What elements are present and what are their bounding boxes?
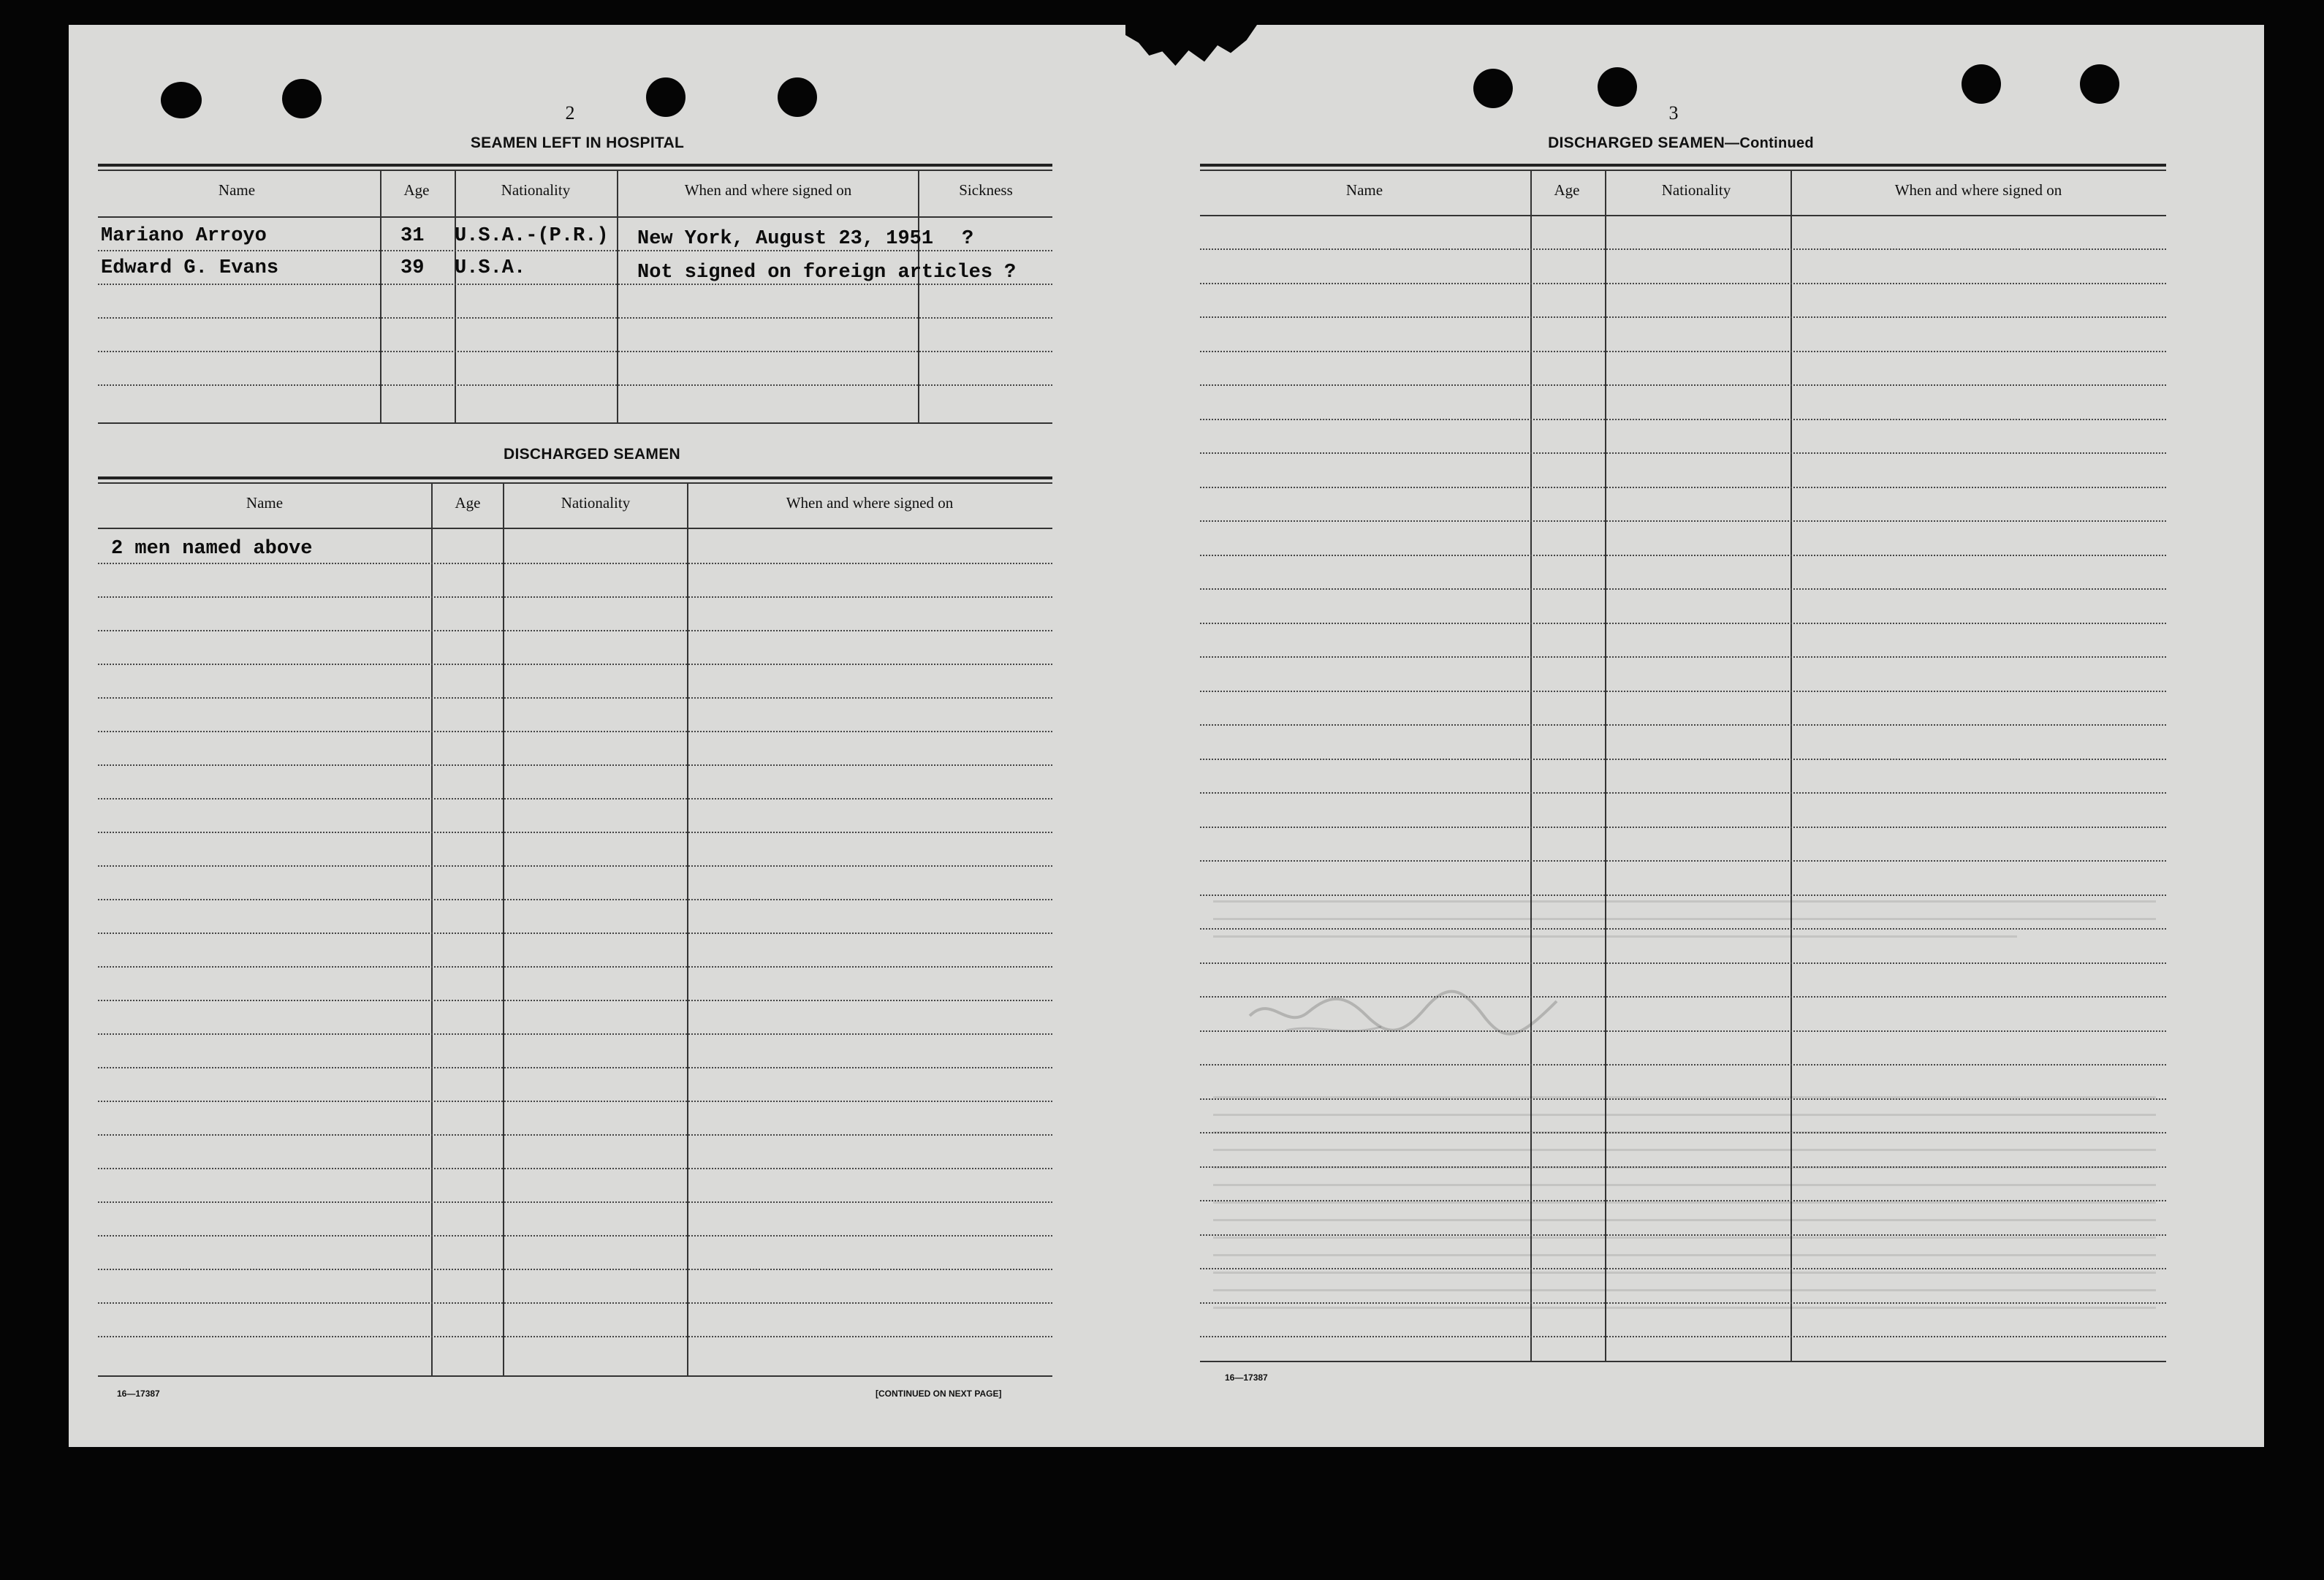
punch-hole xyxy=(2080,64,2119,104)
ruled-line xyxy=(98,596,1052,598)
discharged-top-rule xyxy=(98,476,1052,479)
hospital-header-sickness: Sickness xyxy=(959,181,1013,199)
ruled-line xyxy=(98,1336,1052,1337)
discharged-header-age: Age xyxy=(455,494,481,512)
ruled-line xyxy=(1200,555,2166,556)
hospital-row-line xyxy=(98,384,1052,386)
right-header-name: Name xyxy=(1345,181,1383,199)
ruled-line xyxy=(98,1269,1052,1270)
discharged-col-divider xyxy=(687,482,688,1375)
hospital-row-line xyxy=(98,250,1052,251)
hospital-header-rule xyxy=(98,216,1052,218)
ruled-line xyxy=(98,1302,1052,1304)
hospital-row-1-signed: New York, August 23, 1951 xyxy=(637,228,934,250)
ruled-line xyxy=(1200,1302,2166,1304)
discharged-col-divider xyxy=(431,482,433,1375)
hospital-header-signed: When and where signed on xyxy=(684,181,852,199)
right-top-rule xyxy=(1200,164,2166,167)
ruled-line xyxy=(98,697,1052,699)
ruled-line xyxy=(1200,419,2166,420)
bleed-through-texture xyxy=(1213,1289,2156,1291)
punch-hole xyxy=(778,77,817,117)
hospital-row-line xyxy=(98,284,1052,285)
ruled-line xyxy=(98,1168,1052,1169)
bleed-through-texture xyxy=(1213,1096,2156,1098)
ruled-line xyxy=(98,664,1052,665)
signature-bleed-through xyxy=(1242,972,1564,1052)
ruled-line xyxy=(1200,316,2166,318)
ruled-line xyxy=(1200,691,2166,692)
hospital-row-2-name: Edward G. Evans xyxy=(101,257,279,279)
discharged-header-rule xyxy=(98,528,1052,529)
right-header-rule xyxy=(1200,215,2166,216)
discharged-continued-title xyxy=(1476,134,1886,152)
discharged-section-title: DISCHARGED SEAMEN xyxy=(504,446,680,463)
ruled-line xyxy=(1200,1268,2166,1269)
ruled-line xyxy=(98,1134,1052,1136)
ruled-line xyxy=(1200,860,2166,862)
page-number-left: 2 xyxy=(565,102,575,124)
punch-hole xyxy=(1962,64,2001,104)
bleed-through-texture xyxy=(1213,1219,2156,1221)
right-top-rule-2 xyxy=(1200,170,2166,171)
ruled-line xyxy=(98,865,1052,867)
continued-note: [CONTINUED ON NEXT PAGE] xyxy=(876,1389,1002,1399)
bleed-through-texture xyxy=(1213,1114,2156,1116)
hospital-top-rule-2 xyxy=(98,170,1052,171)
form-code-left: 16—17387 xyxy=(117,1389,160,1399)
form-code-right: 16—17387 xyxy=(1225,1372,1268,1383)
hospital-row-1-nationality: U.S.A.-(P.R.) xyxy=(455,225,609,247)
right-header-age: Age xyxy=(1554,181,1580,199)
discharged-col-divider xyxy=(503,482,504,1375)
bleed-through-texture xyxy=(1213,1201,2156,1204)
right-bottom-rule xyxy=(1200,1361,2166,1362)
ruled-line xyxy=(98,1101,1052,1102)
bleed-through-texture xyxy=(1213,1307,2156,1309)
discharged-header-signed: When and where signed on xyxy=(786,494,954,512)
discharged-note: 2 men named above xyxy=(111,538,313,560)
ruled-line xyxy=(1200,792,2166,794)
right-header-nationality: Nationality xyxy=(1661,181,1731,199)
discharged-continued-title-main: DISCHARGED SEAMEN xyxy=(1548,134,1725,151)
ruled-line xyxy=(98,899,1052,900)
discharged-header-nationality: Nationality xyxy=(561,494,631,512)
ruled-line xyxy=(1200,623,2166,624)
hospital-row-line xyxy=(98,317,1052,319)
ruled-line xyxy=(1200,1336,2166,1337)
bleed-through-texture xyxy=(1213,1166,2156,1169)
hospital-header-age: Age xyxy=(403,181,430,199)
bleed-through-texture xyxy=(1213,1149,2156,1151)
bleed-through-texture xyxy=(1213,1272,2156,1274)
bleed-through-texture xyxy=(1213,900,2156,903)
ruled-line xyxy=(98,1000,1052,1001)
ruled-line xyxy=(98,764,1052,766)
ruled-line xyxy=(98,563,1052,564)
bleed-through-texture xyxy=(1213,1237,2156,1239)
right-header-signed: When and where signed on xyxy=(1894,181,2062,199)
hospital-row-1-name: Mariano Arroyo xyxy=(101,225,267,247)
discharged-continued-title-suffix: —Continued xyxy=(1725,135,1814,151)
ruled-line xyxy=(1200,759,2166,760)
hospital-bottom-rule xyxy=(98,422,1052,424)
punch-hole xyxy=(1473,69,1513,108)
bleed-through-texture xyxy=(1213,1254,2156,1256)
punch-hole xyxy=(282,79,322,118)
ruled-line xyxy=(98,832,1052,833)
ruled-line xyxy=(1200,351,2166,352)
discharged-top-rule-2 xyxy=(98,482,1052,484)
hospital-row-line xyxy=(98,351,1052,352)
ruled-line xyxy=(1200,384,2166,386)
punch-hole xyxy=(161,82,202,118)
bleed-through-texture xyxy=(1213,1184,2156,1186)
punch-hole xyxy=(1598,67,1637,107)
ruled-line xyxy=(98,1067,1052,1068)
hospital-row-2-sickness: ? xyxy=(1004,262,1017,284)
discharged-header-name: Name xyxy=(246,494,284,512)
hospital-row-2-signed: Not signed on foreign articles xyxy=(637,262,993,284)
ruled-line xyxy=(1200,928,2166,930)
hospital-row-1-age: 31 xyxy=(400,225,425,247)
ruled-line xyxy=(1200,588,2166,590)
ruled-line xyxy=(1200,827,2166,828)
page-number-right: 3 xyxy=(1668,102,1679,124)
ruled-line xyxy=(98,798,1052,800)
ruled-line xyxy=(98,1201,1052,1203)
ruled-line xyxy=(98,966,1052,968)
hospital-top-rule xyxy=(98,164,1052,167)
bleed-through-texture xyxy=(1213,1131,2156,1133)
ruled-line xyxy=(1200,1064,2166,1066)
hospital-section-title: SEAMEN LEFT IN HOSPITAL xyxy=(470,134,685,151)
ruled-line xyxy=(1200,962,2166,964)
hospital-row-2-nationality: U.S.A. xyxy=(455,257,526,279)
ruled-line xyxy=(1200,452,2166,454)
ruled-line xyxy=(98,1235,1052,1237)
ruled-line xyxy=(1200,895,2166,896)
ruled-line xyxy=(1200,724,2166,726)
ruled-line xyxy=(1200,487,2166,488)
ruled-line xyxy=(1200,1234,2166,1236)
ruled-line xyxy=(98,731,1052,732)
hospital-row-2-age: 39 xyxy=(400,257,425,279)
ruled-line xyxy=(1200,283,2166,284)
hospital-row-1-sickness: ? xyxy=(962,228,974,250)
bleed-through-texture xyxy=(1213,918,2156,920)
ruled-line xyxy=(98,1033,1052,1035)
ruled-line xyxy=(1200,248,2166,250)
bleed-through-texture xyxy=(1213,935,2017,938)
discharged-bottom-rule xyxy=(98,1375,1052,1377)
punch-hole xyxy=(646,77,686,117)
hospital-header-nationality: Nationality xyxy=(501,181,571,199)
ruled-line xyxy=(1200,656,2166,658)
hospital-header-name: Name xyxy=(218,181,256,199)
ruled-line xyxy=(98,933,1052,934)
ruled-line xyxy=(98,630,1052,631)
ruled-line xyxy=(1200,520,2166,522)
